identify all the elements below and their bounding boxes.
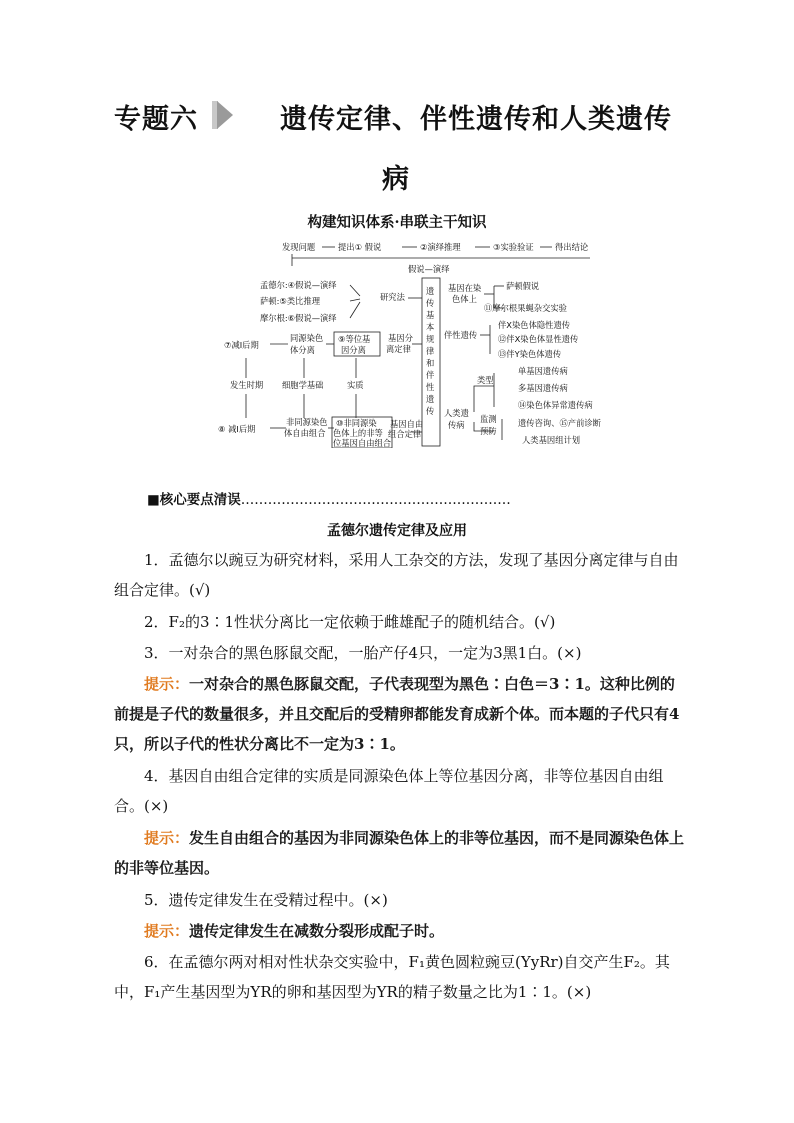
svg-text:传: 传 [426,406,435,416]
item-6: 6．在孟德尔两对相对性状杂交实验中，F₁黄色圆粒豌豆(YyRr)自交产生F₂。其中，F₁产生基因型为YR的卵和基因型为YR的精子数量之比为1∶1。(×) [114,953,670,1001]
monitor-item-2: 人类基因组计划 [522,435,581,445]
item-5: 5．遗传定律发生在受精过程中。(×) [144,891,388,909]
method-label: 研究法 [380,292,405,302]
diagram-subtitle: 构建知识体系·串联主干知识 [307,214,487,231]
sex-linked-label: 伴性遗传 [444,330,478,340]
svg-text:基: 基 [426,310,435,320]
gene-on-chrom-1: 基因在染 [448,283,482,293]
item-1: 1．孟德尔以豌豆为研究材料，采用人工杂交的方法，发现了基因分离定律与自由组合定律。(√) [114,551,679,599]
types-label: 类型 [477,375,494,385]
seg-box-1: ⑨等位基 [338,334,371,344]
svg-text:遗: 遗 [426,286,435,296]
free-law-2: 组合定律 [388,429,422,439]
section-title: ■核心要点清误…………………………………………………… [147,492,511,508]
human-disease-2: 传病 [448,420,465,430]
svg-text:本: 本 [426,322,435,332]
svg-text:规: 规 [426,334,435,344]
center-vertical-text [426,286,435,416]
homolog-sep-1: 同源染色 [290,333,324,343]
svg-text:律: 律 [426,346,435,356]
morgan-experiment: ⑪摩尔根果蝇杂交实验 [484,303,567,313]
free-box-1: ⑩非同源染 [336,418,377,428]
chevron-right-icon [217,101,233,129]
monitor-label-1: 监测 [480,414,497,424]
leader-dots: …………………………………………………… [240,492,511,508]
flow-step-4: ③实验验证 [493,242,534,252]
svg-text:伴: 伴 [426,370,435,380]
flow-step-3: ②演绎推理 [420,242,461,252]
free-box-2: 色体上的非等 [333,428,383,438]
seg-box-2: 因分离 [341,345,366,355]
method-sutton: 萨顿:⑤类比推理 [260,296,321,306]
sutton-hypothesis: 萨顿假说 [506,281,540,291]
item-2: 2．F₂的3∶1性状分离比一定依赖于雌雄配子的随机结合。(√) [144,613,556,631]
page-title-line2: 病 [382,164,409,195]
hint-label: 提示： [144,922,190,940]
sex-item-2: ⑫伴X染色体显性遗传 [498,334,579,344]
sex-item-3: ⑬伴Y染色体遗传 [498,349,562,359]
item-3: 3．一对杂合的黑色豚鼠交配，一胎产仔4只，一定为3黑1白。(×) [144,644,582,662]
flow-step-5: 得出结论 [555,242,589,252]
hint-4: 提示：发生自由组合的基因为非同源染色体上的非等位基因，而不是同源染色体上的非等位基因。 [114,829,685,877]
human-disease-1: 人类遗 [444,408,469,418]
hint-label: 提示： [144,829,190,847]
nonhomolog-1: 非同源染色 [286,417,328,427]
svg-text:性: 性 [426,382,435,392]
knowledge-map-diagram [212,236,622,448]
type-item-2: 多基因遗传病 [518,383,568,393]
essence-label: 实质 [347,380,364,390]
section-heading: 孟德尔遗传定律及应用 [327,523,467,539]
free-box-3: 位基因自由组合 [333,438,392,448]
gene-on-chrom-2: 色体上 [452,294,477,304]
sex-item-1: 伴X染色体隐性遗传 [498,320,571,330]
title-row [114,97,694,137]
homolog-sep-2: 体分离 [290,345,315,355]
hint-3: 提示：一对杂合的黑色豚鼠交配，子代表现型为黑色∶白色＝3∶1。这种比例的前提是子代的数量很多，并且交配后的受精卵都能发育成新个体。而本题的子代只有4只，所以子代的性状分离比不一定为3∶1。 [114,675,680,753]
seg-law-2: 离定律 [386,344,411,354]
nonhomolog-2: 体自由组合 [284,428,326,438]
item-4: 4．基因自由组合定律的实质是同源染色体上等位基因分离，非等位基因自由组合。(×) [114,767,664,815]
monitor-label-2: 预防 [480,426,497,436]
flow-step-2: 提出① 假说 [338,242,382,252]
svg-text:遗: 遗 [426,394,435,404]
topic-label: 专题六 [114,104,198,135]
monitor-item-1: 遗传咨询、⑮产前诊断 [518,418,601,428]
cyto-label: 细胞学基础 [282,380,324,390]
hypo-label: 假说—演绎 [408,264,450,274]
hint-5: 提示：遗传定律发生在减数分裂形成配子时。 [144,922,445,940]
type-item-3: ⑭染色体异常遗传病 [518,400,593,410]
seg-law-1: 基因分 [388,333,413,343]
method-morgan: 摩尔根:⑥假说—演绎 [260,313,337,323]
time-label: 发生时期 [230,380,264,390]
method-mendel: 孟德尔:④假说—演绎 [260,280,337,290]
hint-label: 提示： [144,675,190,693]
m1-late-top: ⑦减Ⅰ后期 [224,340,259,350]
svg-text:和: 和 [426,358,435,368]
svg-text:传: 传 [426,298,435,308]
free-law-1: 基因自由 [390,419,424,429]
flow-step-1: 发现问题 [282,242,316,252]
type-item-1: 单基因遗传病 [518,366,568,376]
m1-late-bot: ⑧ 减Ⅰ后期 [218,424,256,434]
page-title: 遗传定律、伴性遗传和人类遗传 [280,104,672,135]
